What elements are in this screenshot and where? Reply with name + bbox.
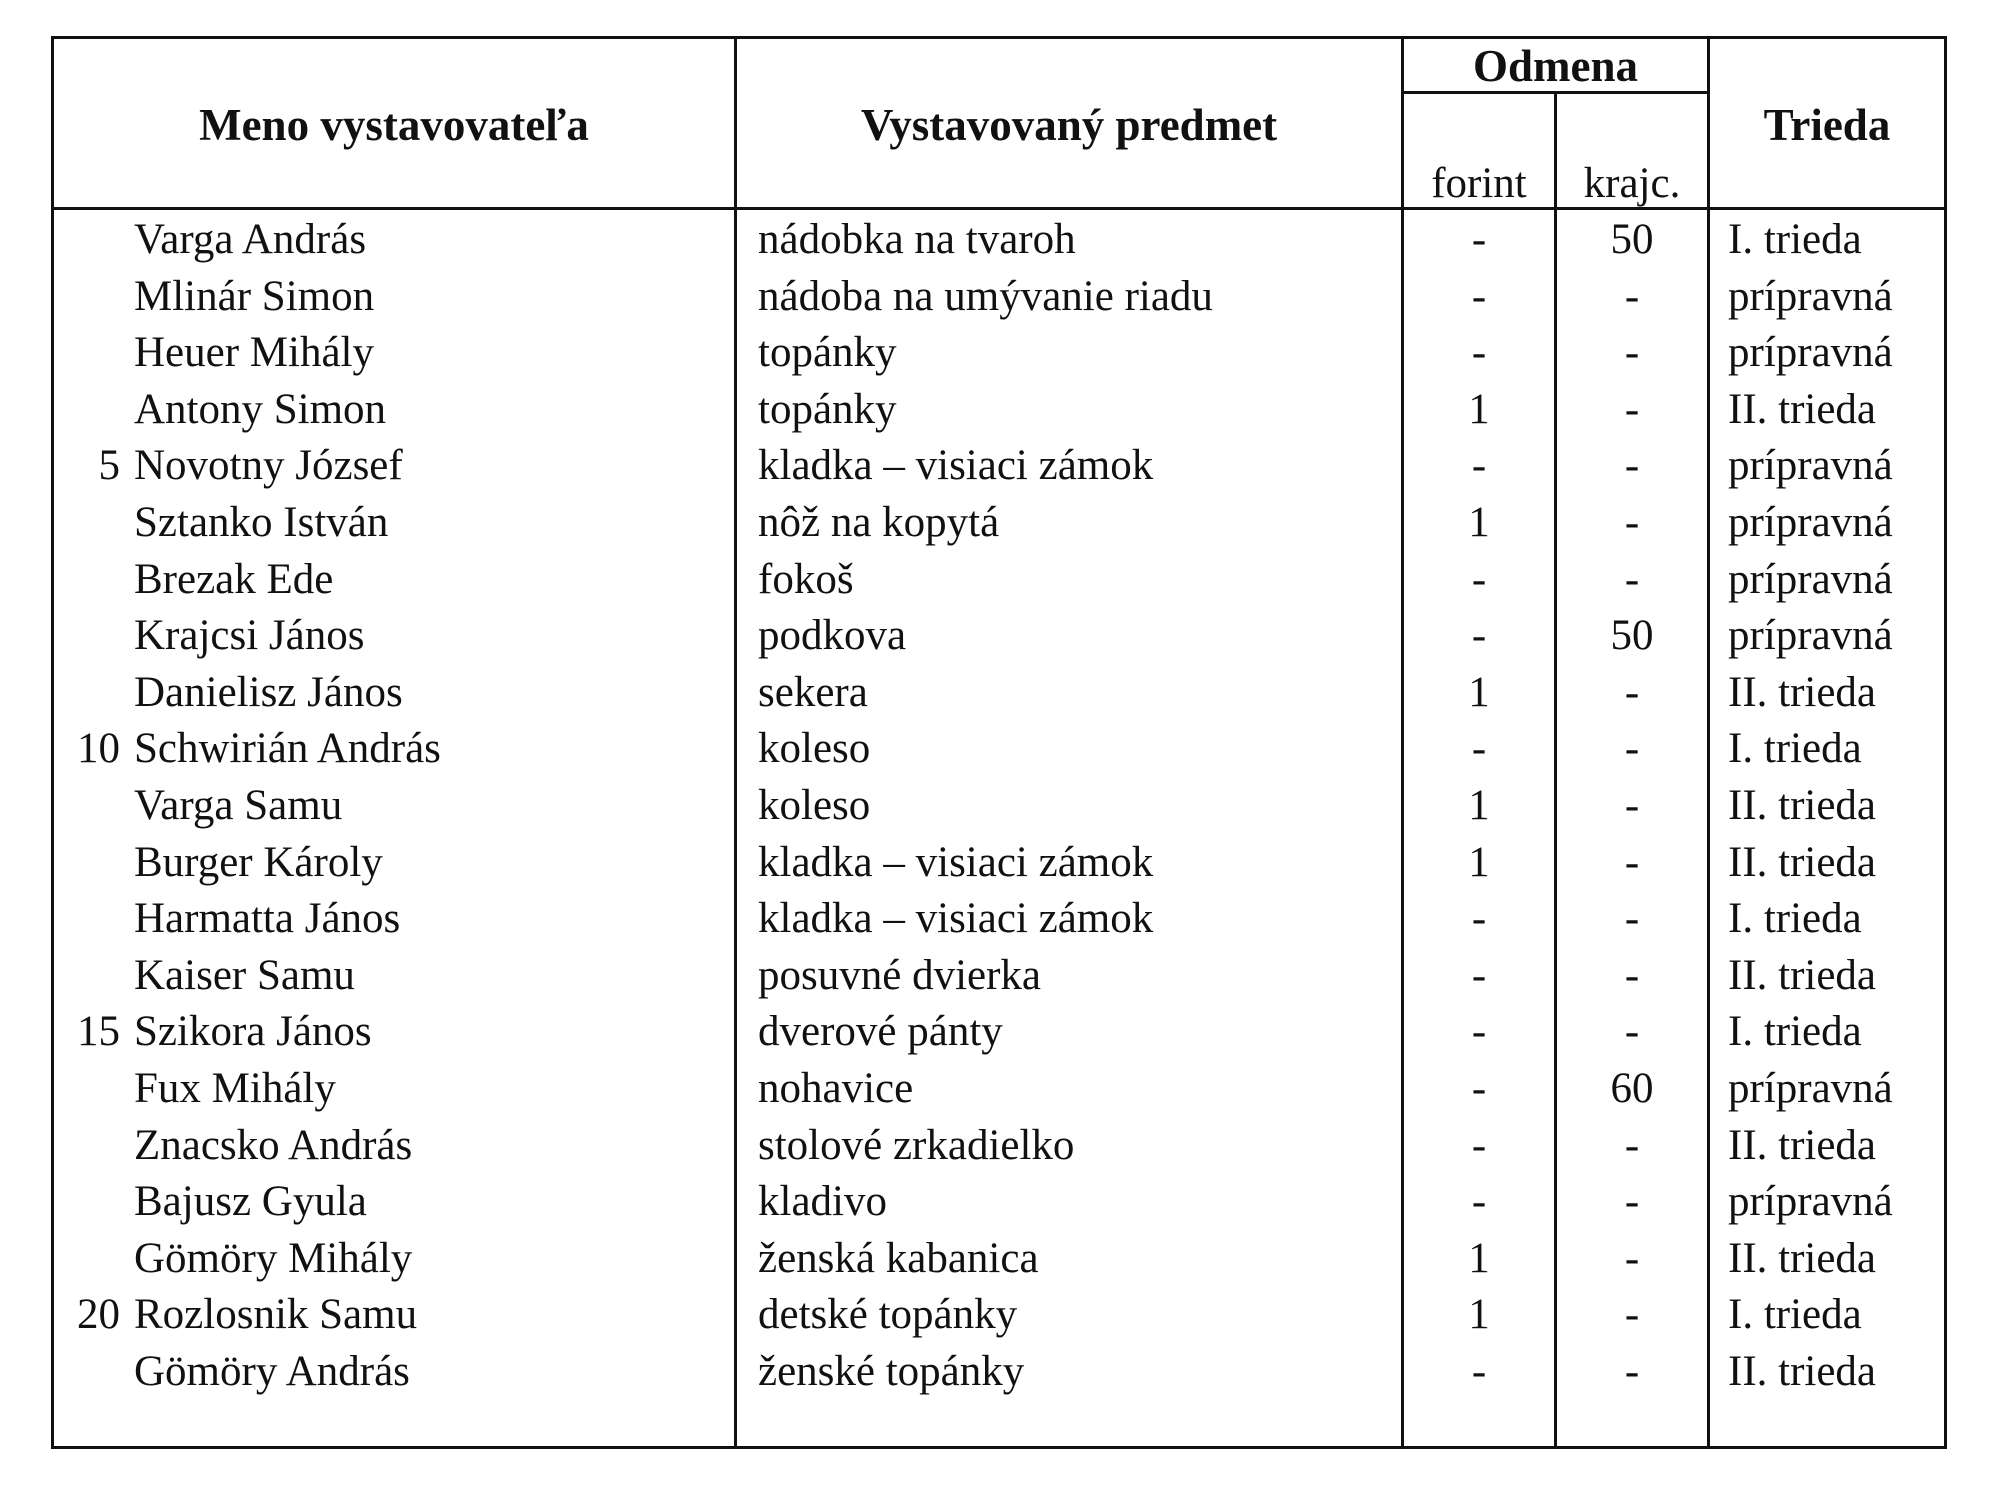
award-krajc: 60 [1610, 1064, 1654, 1112]
header-class: Trieda [1763, 100, 1891, 150]
table-row [0, 212, 2000, 269]
table-row [0, 1174, 2000, 1231]
award-krajc: - [1624, 838, 1640, 886]
exhibited-item: fokoš [758, 555, 854, 603]
class-value: II. trieda [1728, 668, 1877, 716]
award-forint: - [1471, 1178, 1487, 1226]
award-krajc: - [1624, 385, 1640, 433]
exhibitor-name: Sztanko István [134, 498, 389, 546]
exhibitor-name: Krajcsi János [134, 612, 365, 660]
exhibited-item: nôž na kopytá [758, 498, 1000, 546]
award-forint: - [1471, 1008, 1487, 1056]
class-value: II. trieda [1728, 951, 1877, 999]
exhibitor-name: Rozlosnik Samu [134, 1291, 418, 1339]
exhibitor-name: Danielisz János [134, 668, 403, 716]
award-krajc: - [1624, 781, 1640, 829]
class-value: prípravná [1728, 1064, 1893, 1112]
exhibitor-name: Burger Károly [134, 838, 383, 886]
exhibited-item: dverové pánty [758, 1008, 1003, 1056]
award-krajc: - [1624, 1178, 1640, 1226]
row-number: 20 [77, 1291, 120, 1339]
award-forint: 1 [1468, 1234, 1490, 1282]
award-forint: - [1471, 951, 1487, 999]
table-row [0, 948, 2000, 1005]
award-krajc: - [1624, 1234, 1640, 1282]
award-forint: - [1471, 1347, 1487, 1395]
table-row [0, 269, 2000, 326]
award-krajc: - [1624, 725, 1640, 773]
rule-header-bottom [51, 207, 1947, 210]
table-row [0, 891, 2000, 948]
header-award: Odmena [1472, 41, 1638, 91]
exhibited-item: kladivo [758, 1178, 887, 1226]
award-forint: 1 [1468, 1291, 1490, 1339]
award-forint: - [1471, 1121, 1487, 1169]
exhibited-item: topánky [758, 329, 897, 377]
award-forint: - [1471, 272, 1487, 320]
exhibited-item: kladka – visiaci zámok [758, 838, 1154, 886]
award-forint: 1 [1468, 385, 1490, 433]
award-krajc: - [1624, 951, 1640, 999]
table-row [0, 1118, 2000, 1175]
exhibitor-name: Novotny József [134, 442, 403, 490]
table-row [0, 778, 2000, 835]
exhibited-item: nádobka na tvaroh [758, 216, 1076, 263]
class-value: II. trieda [1728, 838, 1877, 886]
exhibited-item: ženská kabanica [758, 1234, 1039, 1282]
award-krajc: - [1624, 1347, 1640, 1395]
award-krajc: 50 [1610, 612, 1654, 660]
table-row [0, 721, 2000, 778]
header-item: Vystavovaný predmet [860, 100, 1278, 150]
class-value: II. trieda [1728, 385, 1877, 433]
award-krajc: - [1624, 668, 1640, 716]
table-row [0, 1231, 2000, 1288]
class-value: II. trieda [1728, 1347, 1877, 1395]
award-forint: - [1471, 1064, 1487, 1112]
class-value: prípravná [1728, 498, 1893, 546]
award-forint: 1 [1468, 668, 1490, 716]
table-row [0, 1287, 2000, 1344]
row-number: 10 [77, 725, 120, 773]
class-value: II. trieda [1728, 1234, 1877, 1282]
award-krajc: - [1624, 1008, 1640, 1056]
table-row [0, 1061, 2000, 1118]
award-forint: - [1471, 895, 1487, 943]
award-krajc: - [1624, 498, 1640, 546]
class-value: II. trieda [1728, 781, 1877, 829]
award-forint: - [1471, 612, 1487, 660]
exhibitor-name: Varga András [134, 216, 367, 263]
class-value: I. trieda [1728, 216, 1862, 263]
exhibited-item: detské topánky [758, 1291, 1018, 1339]
table-row [0, 552, 2000, 609]
exhibited-item: topánky [758, 385, 897, 433]
class-value: I. trieda [1728, 895, 1862, 943]
class-value: I. trieda [1728, 1008, 1862, 1056]
exhibited-item: kladka – visiaci zámok [758, 895, 1154, 943]
class-value: prípravná [1728, 612, 1893, 660]
exhibitor-name: Schwirián András [134, 725, 441, 773]
row-number: 15 [77, 1008, 120, 1056]
exhibited-item: nohavice [758, 1064, 914, 1112]
exhibited-item: stolové zrkadielko [758, 1121, 1075, 1169]
exhibitor-name: Gömöry András [134, 1347, 410, 1395]
class-value: prípravná [1728, 329, 1893, 377]
table-row [0, 1344, 2000, 1401]
table-row [0, 1004, 2000, 1061]
table-row [0, 665, 2000, 722]
exhibitor-name: Bajusz Gyula [134, 1178, 367, 1226]
table-row [0, 382, 2000, 439]
exhibited-item: koleso [758, 725, 871, 773]
row-number: 5 [98, 442, 120, 490]
rule-award-subheader [1401, 91, 1710, 94]
award-forint: 1 [1468, 838, 1490, 886]
exhibitor-name: Gömöry Mihály [134, 1234, 413, 1282]
award-forint: 1 [1468, 498, 1490, 546]
exhibitor-name: Znacsko András [134, 1121, 413, 1169]
exhibited-item: ženské topánky [758, 1347, 1025, 1395]
exhibitor-name: Antony Simon [134, 385, 387, 433]
award-krajc: - [1624, 895, 1640, 943]
award-krajc: - [1624, 1121, 1640, 1169]
exhibited-item: kladka – visiaci zámok [758, 442, 1154, 490]
table-body [0, 212, 2000, 1400]
class-value: prípravná [1728, 1178, 1893, 1226]
award-forint: - [1471, 216, 1487, 263]
table-row [0, 438, 2000, 495]
class-value: II. trieda [1728, 1121, 1877, 1169]
exhibited-item: posuvné dvierka [758, 951, 1042, 999]
award-forint: - [1471, 725, 1487, 773]
exhibited-item: podkova [758, 612, 907, 660]
award-forint: - [1471, 555, 1487, 603]
award-krajc: - [1624, 555, 1640, 603]
header-krajc: krajc. [1583, 160, 1681, 207]
table-row [0, 325, 2000, 382]
table-row [0, 835, 2000, 892]
class-value: prípravná [1728, 272, 1893, 320]
header-name: Meno vystavovateľa [199, 100, 589, 150]
award-forint: - [1471, 329, 1487, 377]
header-forint: forint [1431, 160, 1527, 207]
exhibitor-name: Fux Mihály [134, 1064, 336, 1112]
exhibited-item: koleso [758, 781, 871, 829]
exhibitor-name: Harmatta János [134, 895, 401, 943]
class-value: I. trieda [1728, 1291, 1862, 1339]
exhibited-item: nádoba na umývanie riadu [758, 272, 1213, 320]
award-krajc: - [1624, 1291, 1640, 1339]
class-value: prípravná [1728, 442, 1893, 490]
exhibitor-name: Varga Samu [134, 781, 343, 829]
class-value: prípravná [1728, 555, 1893, 603]
award-forint: 1 [1468, 781, 1490, 829]
table-row [0, 608, 2000, 665]
award-krajc: - [1624, 329, 1640, 377]
exhibited-item: sekera [758, 668, 868, 716]
award-forint: - [1471, 442, 1487, 490]
award-krajc: - [1624, 272, 1640, 320]
exhibitor-name: Heuer Mihály [134, 329, 375, 377]
exhibitor-name: Mlinár Simon [134, 272, 375, 320]
award-krajc: 50 [1610, 216, 1654, 263]
award-krajc: - [1624, 442, 1640, 490]
exhibitor-name: Kaiser Samu [134, 951, 355, 999]
exhibitor-name: Szikora János [134, 1008, 372, 1056]
exhibitor-name: Brezak Ede [134, 555, 334, 603]
class-value: I. trieda [1728, 725, 1862, 773]
table-row [0, 495, 2000, 552]
